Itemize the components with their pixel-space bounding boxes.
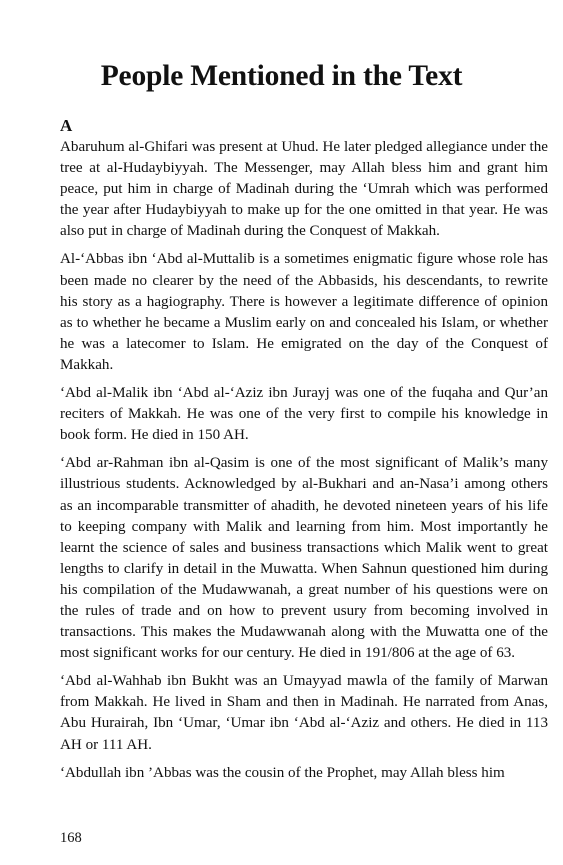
- entry-abd-ar-rahman: ‘Abd ar-Rahman ibn al-Qasim is one of the most significant of Malik’s many illustrious students. Acknowledged by al-Bukhari and an-Nasa’i among others as an incomparable transmitter of ahadith, he devoted nineteen years of his life to keeping company with Malik and learning from him. Most importantly he learnt the science of sales and business transactions which Malik went to great lengths to clarify in detail in the Muwatta. When Sahnun questioned him during his compilation of the Mudawwanah, a great number of his questions were on the rules of trade and on how to prevent usury from becoming involved in transactions. This makes the Mudawwanah along with the Muwatta one of the most significant works for our century. He died in 191/806 at the age of 63.: [60, 455, 548, 662]
- page-number: 168: [60, 830, 82, 846]
- entries-body: [60, 137, 548, 791]
- page-title: People Mentioned in the Text: [100, 60, 463, 92]
- entry-abdullah-ibn-abbas: ‘Abdullah ibn ’Abbas was the cousin of the Prophet, may Allah bless him: [60, 764, 505, 781]
- entry-abd-al-wahhab: ‘Abd al-Wahhab ibn Bukht was an Umayyad mawla of the family of Marwan from Makkah. He lived in Sham and then in Madinah. He narrated from Anas, Abu Hurairah, Ibn ‘Umar, ‘Umar ibn ‘Abd al-‘Aziz and others. He died in 113 AH or 111 AH.: [60, 673, 548, 753]
- entry-al-abbas: Al-‘Abbas ibn ‘Abd al-Muttalib is a sometimes enigmatic figure whose role has been made no clearer by the need of the Abbasids, his descendants, to rewrite his story as a hagiography. There is however a legitimate difference of opinion as to whether he became a Muslim early on and concealed his Islam, or whether he was a latecomer to Islam. He emigrated on the day of the Conquest of Makkah.: [60, 251, 548, 373]
- section-letter-heading: A: [60, 116, 73, 135]
- entry-abd-al-malik: ‘Abd al-Malik ibn ‘Abd al-‘Aziz ibn Jurayj was one of the fuqaha and Qur’an reciters of Makkah. He was one of the very first to compile his knowledge in book form. He died in 150 AH.: [60, 385, 548, 444]
- entry-abaruhum: Abaruhum al-Ghifari was present at Uhud. He later pledged allegiance under the tree at al-Hudaybiyyah. The Messenger, may Allah bless him and grant him peace, put him in charge of Madinah during the ‘Umrah which was performed the year after Hudaybiyyah to make up for the one omitted in that year. He was also put in charge of Madinah during the Conquest of Makkah.: [60, 139, 548, 240]
